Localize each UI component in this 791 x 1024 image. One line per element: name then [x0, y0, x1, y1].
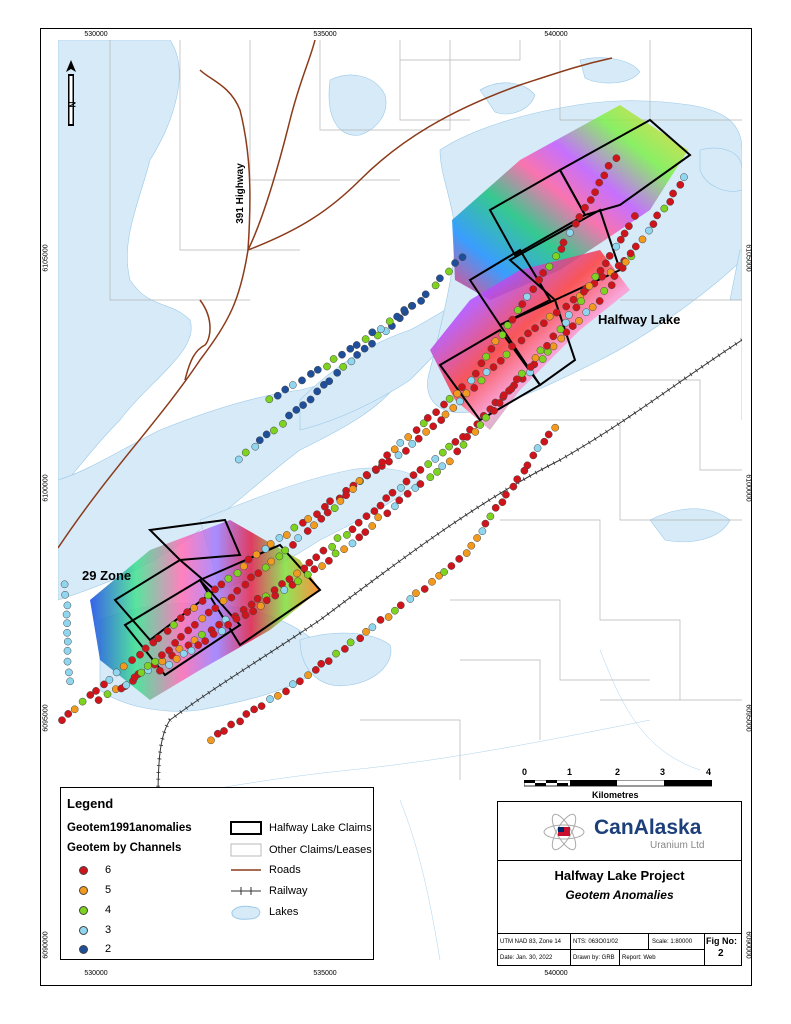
- highway-label: 391 Highway: [234, 163, 246, 224]
- zone-29-label: 29 Zone: [82, 568, 132, 583]
- channel-5-label: 5: [105, 884, 112, 896]
- claims-box-icon: [231, 822, 261, 834]
- scale-tick-3: 3: [660, 767, 666, 777]
- channel-6-label: 6: [105, 864, 112, 876]
- channel-4-label: 4: [105, 904, 112, 916]
- grid-label-northing-6105000-right: 6105000: [744, 244, 752, 272]
- legend-subtitle: Geotem by Channels: [67, 842, 182, 854]
- scale-bar-graphic: [524, 780, 712, 788]
- fig-label: Fig No:: [706, 936, 737, 946]
- legend-feature-railway: Railway: [269, 885, 308, 897]
- scale-tick-2: 2: [615, 767, 621, 777]
- grid-label-northing-6105000: 6105000: [42, 244, 50, 272]
- grid-label-northing-6100000-right: 6100000: [744, 474, 752, 502]
- grid-label-easting-530000: 530000: [84, 31, 108, 38]
- legend-feature-lakes: Lakes: [269, 906, 299, 918]
- grid-label-easting-530000-bottom: 530000: [84, 970, 108, 977]
- grid-label-easting-540000-bottom: 540000: [544, 970, 568, 977]
- channel-6-swatch: [79, 866, 88, 875]
- legend-title: Legend: [67, 796, 114, 811]
- date-text: Date: Jan. 30, 2022: [500, 955, 553, 961]
- project-subtitle: Geotem Anomalies: [565, 888, 674, 902]
- halfway-lake-label: Halfway Lake: [598, 312, 681, 327]
- channel-5-swatch: [79, 886, 88, 895]
- legend-feature-claims: Halfway Lake Claims: [269, 822, 372, 834]
- company-name: CanAlaska: [594, 816, 702, 839]
- legend-feature-roads: Roads: [269, 864, 301, 876]
- grid-label-easting-535000: 535000: [313, 31, 337, 38]
- drawn-by-text: Drawn by: GRB: [573, 955, 615, 961]
- other-claims-icon: [231, 844, 261, 856]
- scale-text: Scale: 1:80000: [652, 939, 693, 945]
- grid-label-easting-540000: 540000: [544, 31, 568, 38]
- project-title: Halfway Lake Project: [554, 868, 685, 883]
- channel-2-swatch: [79, 945, 88, 954]
- grid-label-northing-6090000: 6090000: [42, 931, 50, 959]
- report-text: Report: Web: [622, 955, 656, 961]
- grid-label-northing-6100000: 6100000: [42, 474, 50, 502]
- grid-label-northing-6090000-right: 6090000: [744, 931, 752, 959]
- channel-2-label: 2: [105, 943, 112, 955]
- scale-tick-0: 0: [522, 767, 528, 777]
- channel-3-swatch: [79, 926, 88, 935]
- channel-4-swatch: [79, 906, 88, 915]
- scale-unit: Kilometres: [592, 790, 639, 800]
- grid-label-northing-6095000-right: 6095000: [744, 704, 752, 732]
- grid-label-easting-535000-bottom: 535000: [313, 970, 337, 977]
- nts-text: NTS: 063O01/02: [573, 939, 619, 945]
- fig-number: 2: [718, 948, 724, 959]
- title-block: [497, 801, 742, 966]
- scale-tick-1: 1: [567, 767, 573, 777]
- north-label: N: [68, 101, 78, 108]
- lake-patch-icon: [232, 906, 260, 919]
- scale-tick-4: 4: [706, 767, 712, 777]
- legend-feature-other-claims: Other Claims/Leases: [269, 844, 372, 856]
- datum-text: UTM NAD 83, Zone 14: [500, 939, 562, 945]
- grid-label-northing-6095000: 6095000: [42, 704, 50, 732]
- legend-layer-title: Geotem1991anomalies: [67, 822, 192, 834]
- company-sub: Uranium Ltd: [650, 840, 705, 851]
- logo-area: [498, 802, 741, 861]
- channel-3-label: 3: [105, 924, 112, 936]
- legend-feature-symbols: [229, 820, 263, 950]
- canalaska-logo-icon: [540, 812, 588, 852]
- legend: [60, 787, 374, 960]
